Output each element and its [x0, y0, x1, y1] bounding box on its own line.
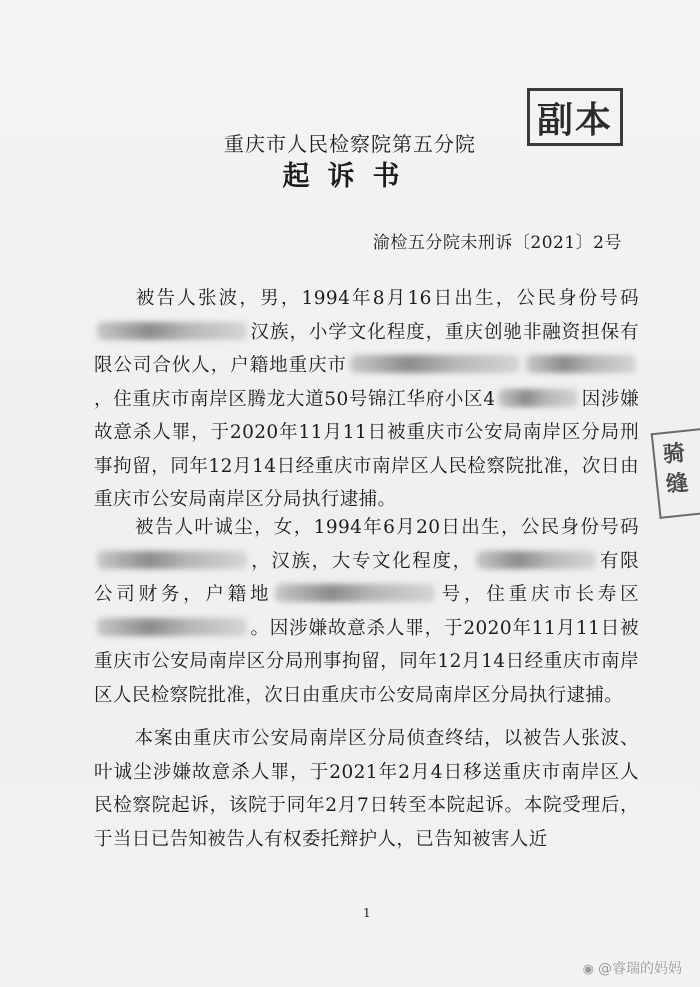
- redaction-blur: [476, 551, 596, 569]
- redaction-blur: [526, 355, 636, 373]
- text-segment: 有限公司财务，户籍地: [94, 550, 639, 605]
- text-segment: 被告人叶诚尘，女，1994年6月20日出生，公民身份号码: [134, 517, 639, 538]
- text-segment: 汉族，小学文化程度，重庆创驰非融资担保有限公司合伙人，户籍地重庆市: [94, 321, 639, 376]
- watermark-text: @睿瑞的妈妈: [598, 961, 682, 977]
- redaction-blur: [350, 355, 520, 373]
- paragraph-case-summary: [94, 722, 639, 856]
- page-number: 1: [363, 906, 371, 920]
- paragraph-defendant-2: [94, 511, 639, 712]
- paragraph-defendant-1: [94, 282, 639, 517]
- redaction-blur: [275, 584, 435, 602]
- text-segment: 本案由重庆市公安局南岸区分局侦查终结，以被告人张波、叶诚尘涉嫌故意杀人罪，于2021年2月4日移送重庆市南岸区人民检察院起诉，该院于同年2月7日转至本院起诉。本院受理后，于当日已告知被告人有权委托辩护人，已告知被害人近: [94, 728, 639, 850]
- text-segment: 号，住重庆市长寿区: [438, 584, 640, 605]
- seam-stamp-char-2: 缝: [664, 469, 690, 498]
- seam-stamp-char-1: 骑: [661, 439, 687, 469]
- weibo-watermark: [583, 958, 682, 978]
- copy-stamp-text: 副本: [536, 98, 613, 141]
- redaction-blur: [97, 551, 247, 569]
- weibo-icon: ◉: [582, 962, 594, 977]
- text-segment: 被告人张波，男，1994年8月16日出生，公民身份号码: [134, 288, 639, 309]
- document-number: 渝检五分院未刑诉〔2021〕2号: [372, 233, 622, 253]
- redaction-blur: [97, 618, 247, 636]
- text-segment: 因涉嫌故意杀人罪，于2020年11月11日被重庆市公安局南岸区分局刑事拘留，同年12月14日经重庆市南岸区人民检察院批准，次日由重庆市公安局南岸区分局执行逮捕。: [94, 388, 639, 510]
- organization-name: 重庆市人民检察院第五分院: [224, 132, 476, 156]
- document-title: 起诉书: [282, 161, 418, 192]
- seam-stamp: [651, 427, 700, 519]
- text-segment: ，汉族，大专文化程度，: [250, 550, 473, 572]
- text-segment: ，住重庆市南岸区腾龙大道50号锦江华府小区4: [94, 388, 496, 410]
- redaction-blur: [498, 389, 578, 407]
- text-segment: 。因涉嫌故意杀人罪，于2020年11月11日被重庆市公安局南岸区分局刑事拘留，同年12月14日经重庆市南岸区人民检察院批准，次日由重庆市公安局南岸区分局执行逮捕。: [94, 617, 639, 706]
- redaction-blur: [97, 322, 247, 340]
